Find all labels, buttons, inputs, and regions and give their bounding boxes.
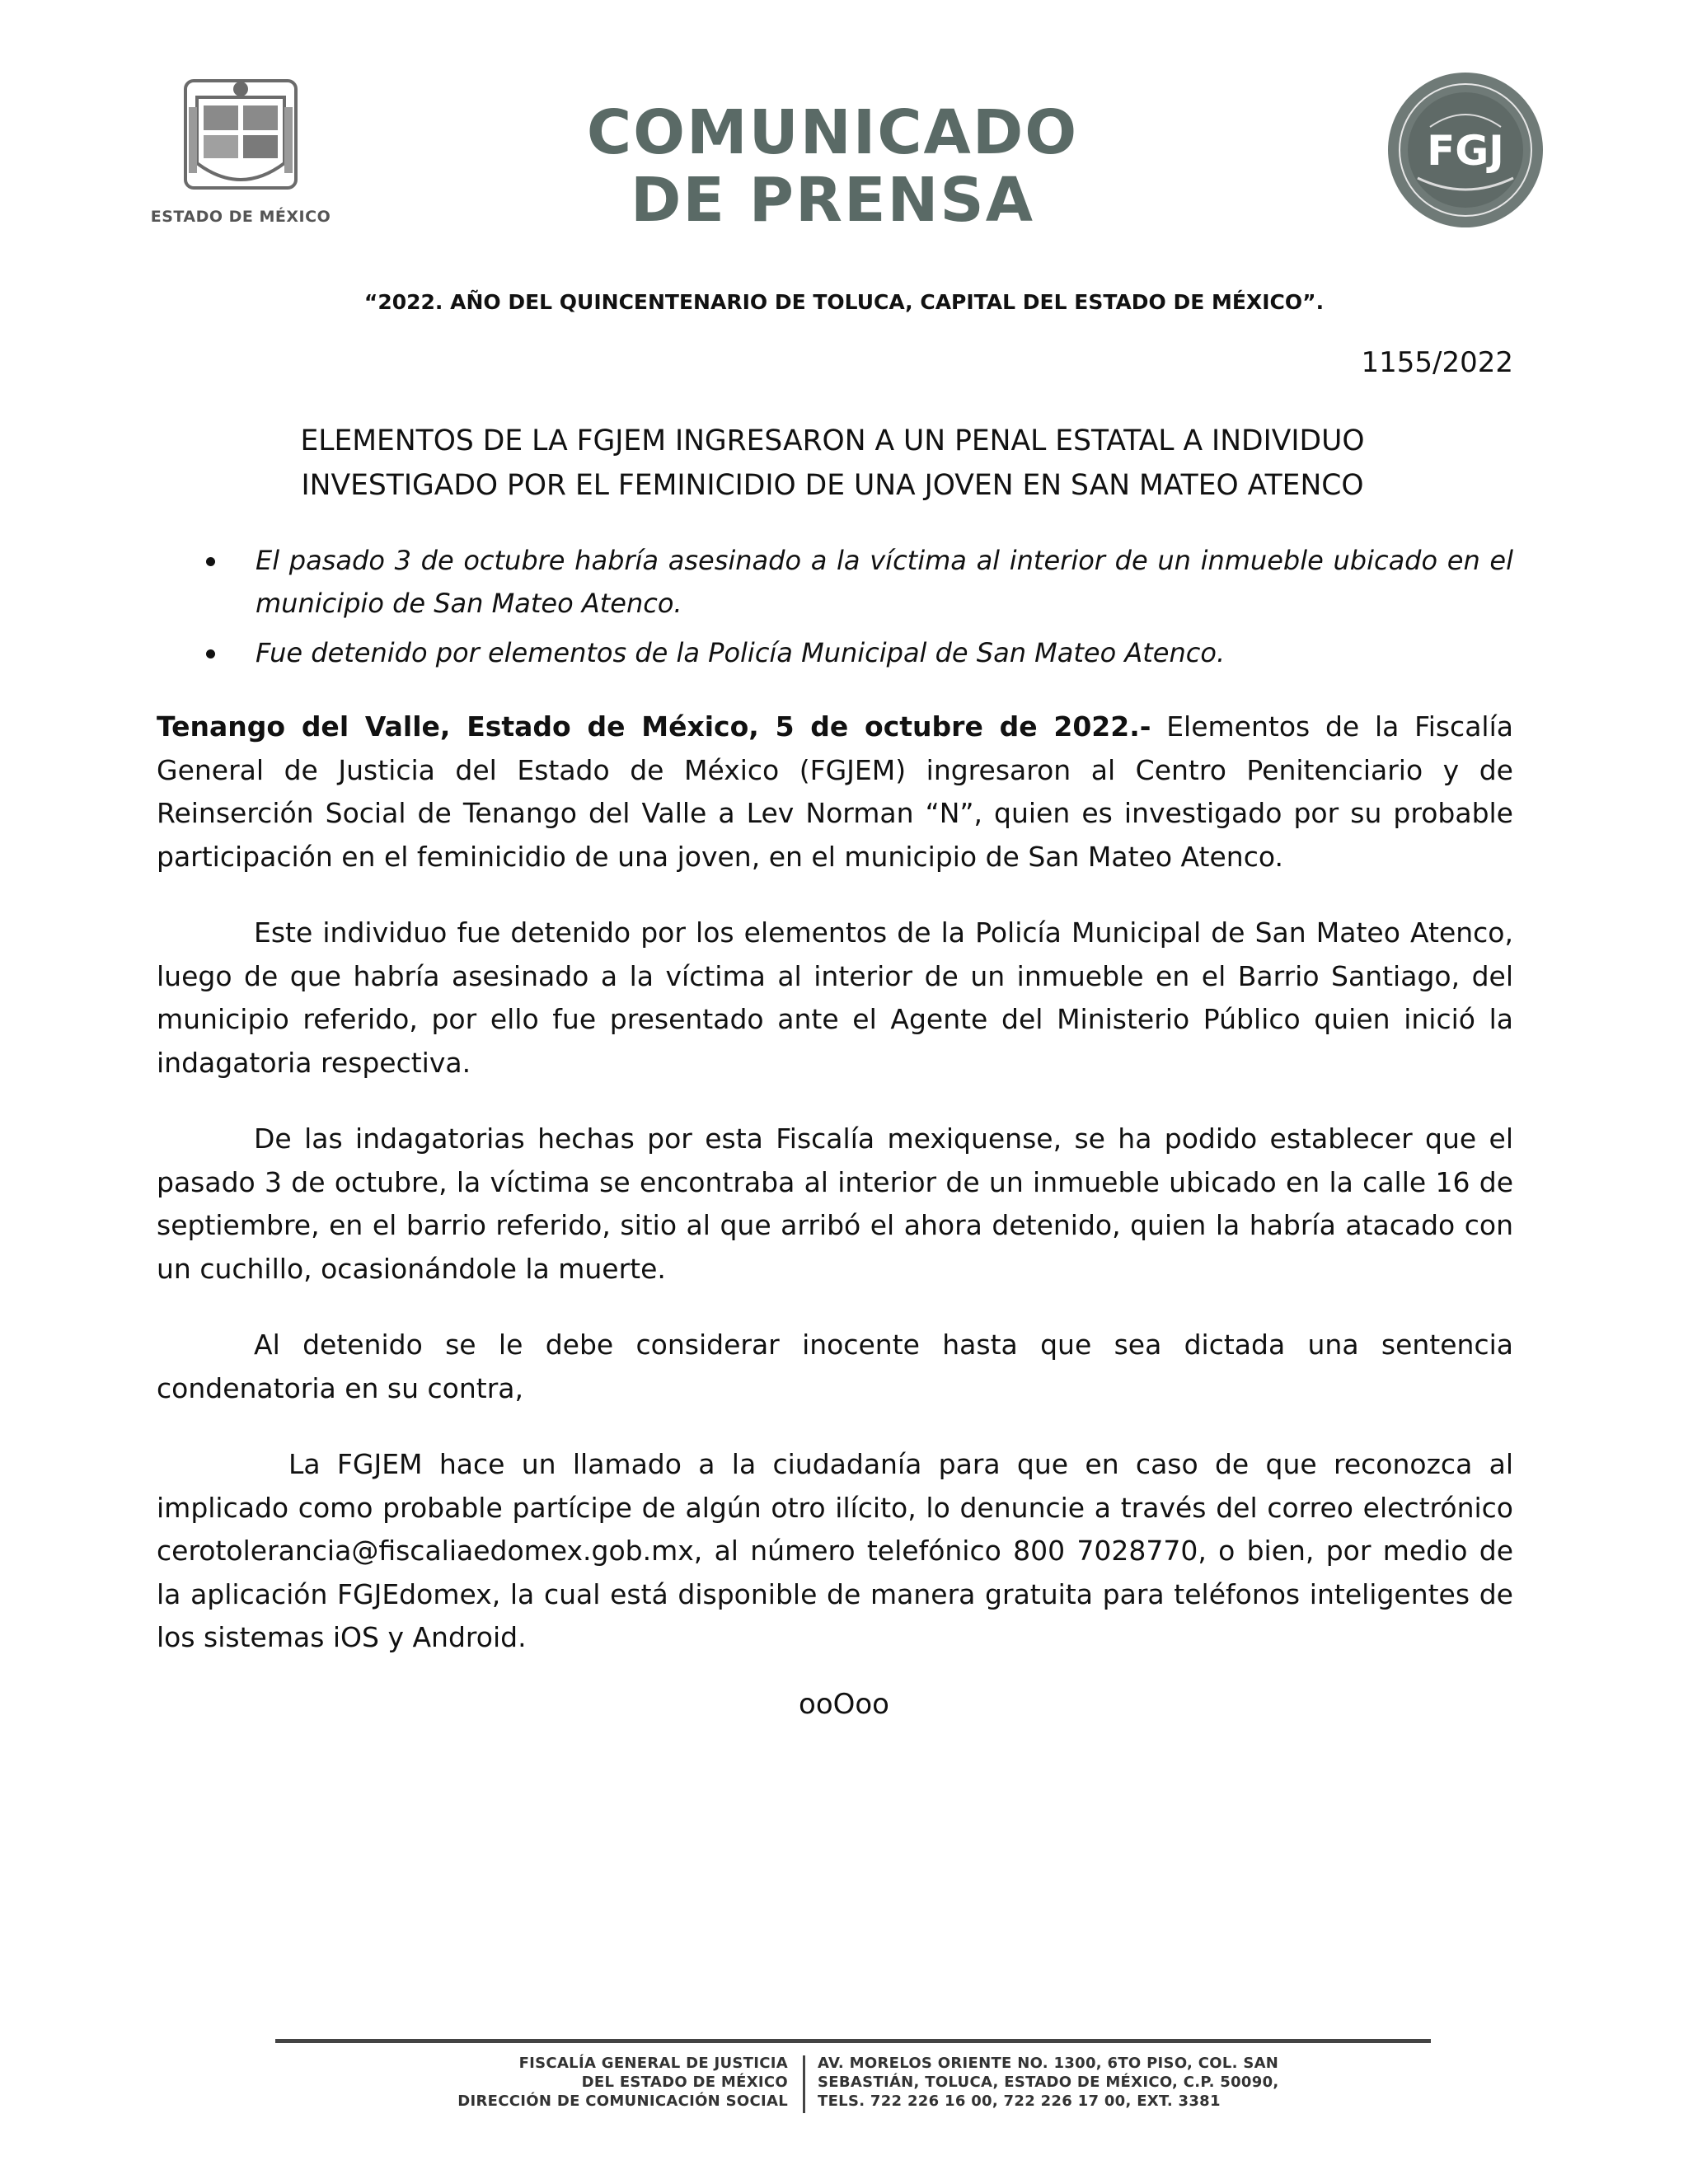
title-line-2: DE PRENSA <box>630 165 1034 236</box>
bullet-text: El pasado 3 de octubre habría asesinado a la víctima al interior de un inmueble ubicado en el municipio de San Mateo Atenco. <box>256 545 1513 619</box>
footer-right-line: TELS. 722 226 16 00, 722 226 17 00, EXT. 3381 <box>818 2093 1221 2110</box>
left-logo-caption: ESTADO DE MÉXICO <box>150 208 331 226</box>
dateline: Tenango del Valle, Estado de México, 5 de octubre de 2022.- <box>157 710 1151 743</box>
footer-address <box>818 2054 1329 2111</box>
year-motto: “2022. AÑO DEL QUINCENTENARIO DE TOLUCA, CAPITAL DEL ESTADO DE MÉXICO”. <box>363 290 1325 314</box>
footer-right-line: SEBASTIÁN, TOLUCA, ESTADO DE MÉXICO, C.P. 50090, <box>818 2074 1279 2091</box>
footer-rule <box>275 2039 1431 2043</box>
headline-line-2: INVESTIGADO POR EL FEMINICIDIO DE UNA JOVEN EN SAN MATEO ATENCO <box>301 469 1364 502</box>
bullet-dot-icon <box>206 649 215 658</box>
paragraph-5: La FGJEM hace un llamado a la ciudadanía para que en caso de que reconozca al implicado como probable partícipe de algún otro ilícito, lo denuncie a través del correo electrónico cerotolerancia@fiscaliaedomex.gob.mx, al número telefónico 800 7028770, o bien, por medio de la aplicación FGJEdomex, la cual está disponible de manera gratuita para teléfonos inteligentes de los sistemas iOS y Android. <box>157 1448 1513 1653</box>
footer-divider <box>803 2055 805 2113</box>
fgj-seal-icon <box>1385 69 1546 231</box>
headline-line-1: ELEMENTOS DE LA FGJEM INGRESARON A UN PENAL ESTATAL A INDIVIDUO <box>300 424 1365 457</box>
summary-bullets <box>206 539 1513 681</box>
bullet-item <box>206 631 1513 674</box>
bullet-text: Fue detenido por elementos de la Policía Municipal de San Mateo Atenco. <box>256 637 1226 668</box>
document-number: 1155/2022 <box>1361 346 1513 379</box>
paragraph-3: De las indagatorias hechas por esta Fiscalía mexiquense, se ha podido establecer que el pasado 3 de octubre, la víctima se encontraba al interior de un inmueble ubicado en la calle 16 de septiembre, en el barrio referido, sitio al que arribó el ahora detenido, quien la habría atacado con un cuchillo, ocasionándole la muerte. <box>157 1122 1513 1285</box>
paragraph-1-text: Elementos de la Fiscalía General de Justicia del Estado de México (FGJEM) ingresaron al Centro Penitenciario y de Reinserción Social de Tenango del Valle a Lev Norman “N”, quien es investigado por su probable participación en el feminicidio de una joven, en el municipio de San Mateo Atenco. <box>157 710 1513 873</box>
coat-of-arms-icon <box>179 73 302 196</box>
article-body <box>157 705 1513 1693</box>
fgj-seal-logo <box>1385 69 1546 231</box>
paragraph-1 <box>157 705 1513 879</box>
bullet-dot-icon <box>206 557 215 566</box>
paragraph-4: Al detenido se le debe considerar inocente hasta que sea dictada una sentencia condenatoria en su contra, <box>157 1329 1513 1404</box>
bullet-item <box>206 539 1513 625</box>
title-line-1: COMUNICADO <box>586 97 1079 168</box>
footer-left-line: FISCALÍA GENERAL DE JUSTICIA <box>518 2055 788 2072</box>
estado-de-mexico-logo <box>150 73 331 226</box>
fgj-seal-text: FGJ <box>1427 127 1504 175</box>
closing-mark: ooOoo <box>799 1688 889 1721</box>
footer-right-line: AV. MORELOS ORIENTE NO. 1300, 6TO PISO, COL. SAN <box>818 2055 1279 2072</box>
footer-left-line: DIRECCIÓN DE COMUNICACIÓN SOCIAL <box>457 2093 788 2110</box>
page-title <box>528 99 1137 234</box>
footer-left-line: DEL ESTADO DE MÉXICO <box>581 2074 788 2091</box>
headline <box>157 419 1508 508</box>
footer-institution <box>330 2054 788 2111</box>
paragraph-2: Este individuo fue detenido por los elementos de la Policía Municipal de San Mateo Atenco, luego de que habría asesinado a la víctima al interior de un inmueble en el Barrio Santiago, del municipio referido, por ello fue presentado ante el Agente del Ministerio Público quien inició la indagatoria respectiva. <box>157 916 1513 1079</box>
